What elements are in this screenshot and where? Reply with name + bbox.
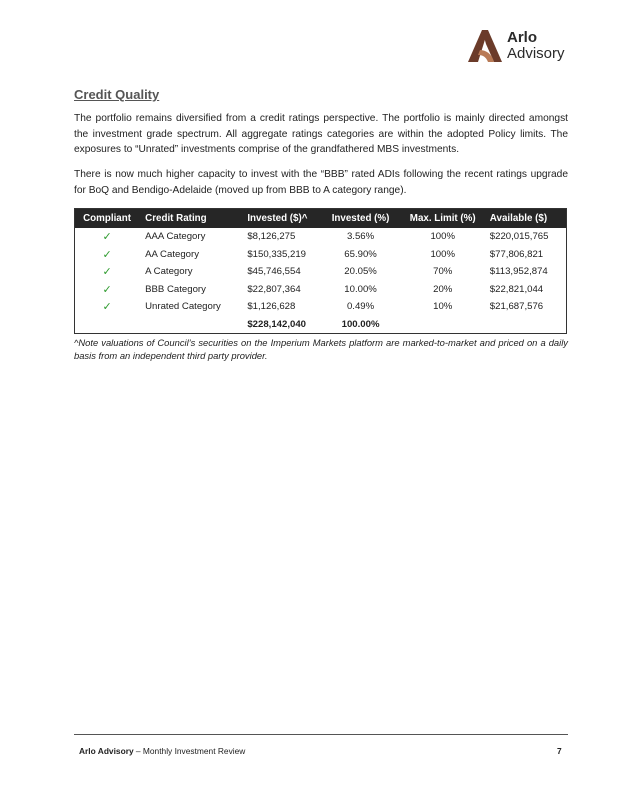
total-invested-cell: $228,142,040 — [247, 318, 307, 330]
header-max-limit: Max. Limit (%) — [402, 209, 484, 229]
available-cell: $113,952,874 — [489, 266, 548, 278]
header-available: Available ($) — [484, 209, 567, 229]
credit-rating-cell: AAA Category — [145, 231, 206, 243]
logo-word-arlo: Arlo — [507, 29, 537, 46]
table-total-row — [75, 316, 567, 334]
max-limit-cell: 10% — [433, 301, 453, 313]
table-row — [75, 263, 567, 281]
table-header-row — [75, 209, 567, 229]
compliant-check-icon: ✓ — [102, 248, 112, 261]
header-compliant: Compliant — [75, 209, 140, 229]
available-cell: $22,821,044 — [489, 283, 544, 295]
total-invested-pct-cell: 100.00% — [341, 318, 380, 330]
footer-divider — [74, 734, 568, 735]
available-cell: $21,687,576 — [489, 301, 544, 313]
invested-pct-cell: 20.05% — [344, 266, 377, 278]
arlo-advisory-logo — [466, 28, 576, 64]
invested-cell: $150,335,219 — [247, 248, 307, 260]
header-invested-pct: Invested (%) — [319, 209, 401, 229]
compliant-check-icon: ✓ — [102, 283, 112, 296]
table-row — [75, 246, 567, 264]
available-cell: $220,015,765 — [489, 231, 549, 243]
max-limit-cell: 100% — [430, 231, 455, 243]
max-limit-cell: 70% — [433, 266, 453, 278]
invested-cell: $1,126,628 — [247, 301, 296, 313]
footer-brand: Arlo Advisory — [79, 746, 134, 756]
table-row — [75, 281, 567, 299]
footer-text — [79, 746, 245, 756]
arlo-logo-icon — [466, 28, 504, 64]
header-invested-dollars: Invested ($)^ — [241, 209, 319, 229]
paragraph-portfolio-diversification: The portfolio remains diversified from a credit ratings perspective. The portfolio is mainly directed amongst the investment grade spectrum. All aggregate ratings categories are within the adopted Policy limits. The exposures to “Unrated” investments comprise of the grandfathered MBS investments. — [74, 113, 568, 155]
available-cell: $77,806,821 — [489, 248, 544, 260]
invested-cell: $8,126,275 — [247, 231, 296, 243]
invested-cell: $22,807,364 — [247, 283, 301, 295]
table-row — [75, 228, 567, 246]
header-credit-rating: Credit Rating — [139, 209, 241, 229]
invested-pct-cell: 10.00% — [344, 283, 377, 295]
credit-rating-cell: BBB Category — [145, 283, 206, 295]
max-limit-cell: 100% — [430, 248, 455, 260]
invested-cell: $45,746,554 — [247, 266, 301, 278]
logo-word-advisory: Advisory — [507, 45, 565, 62]
credit-quality-table — [74, 208, 567, 334]
footer-title: – Monthly Investment Review — [133, 746, 246, 756]
section-heading: Credit Quality — [74, 87, 160, 102]
paragraph-bbb-capacity: There is now much higher capacity to invest with the “BBB” rated ADIs following the recent ratings upgrade for BoQ and Bendigo-Adelaide (moved up from BBB to A category range). — [74, 169, 568, 196]
invested-pct-cell: 3.56% — [346, 231, 375, 243]
invested-pct-cell: 0.49% — [346, 301, 375, 313]
credit-rating-cell: AA Category — [145, 248, 199, 260]
compliant-check-icon: ✓ — [102, 266, 112, 279]
table-row — [75, 298, 567, 316]
compliant-check-icon: ✓ — [102, 301, 112, 314]
compliant-check-icon: ✓ — [102, 231, 112, 244]
invested-pct-cell: 65.90% — [344, 248, 377, 260]
max-limit-cell: 20% — [433, 283, 453, 295]
credit-rating-cell: A Category — [145, 266, 193, 278]
valuation-note: ^Note valuations of Council’s securities on the Imperium Markets platform are marked-to-market and priced on a daily basis from an independent third party provider. — [74, 337, 568, 361]
page-number: 7 — [557, 746, 562, 756]
credit-rating-cell: Unrated Category — [145, 301, 221, 313]
